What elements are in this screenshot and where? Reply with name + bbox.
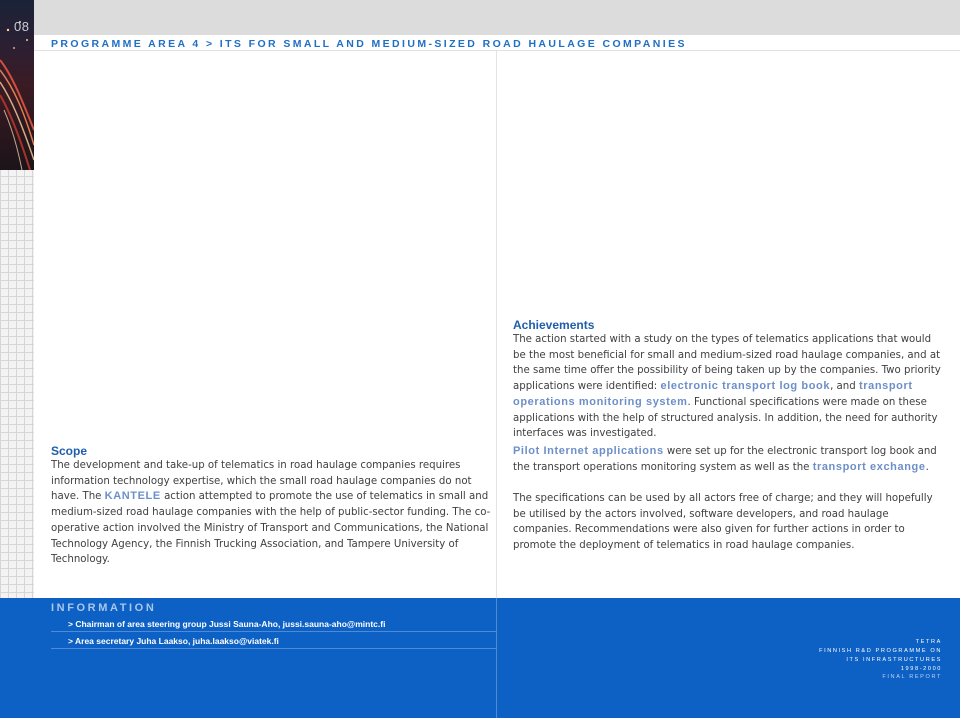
- column-divider: [496, 51, 497, 598]
- scope-text-part1: The development and take-up of telematics in road haulage companies requires information technology expertise, which the small road haulage companies do not have. The: [51, 460, 472, 503]
- footer-rule: [51, 631, 496, 632]
- transport-exchange-highlight: transport exchange: [812, 460, 926, 473]
- log-book-highlight: electronic transport log book: [660, 380, 831, 393]
- information-title: INFORMATION: [51, 602, 157, 614]
- pilot-text-part2: .: [925, 461, 929, 473]
- pilot-text-part1: were set up for the electronic transport log book and the transport operations monitoring system as well as the: [513, 446, 937, 473]
- pilot-text: [513, 444, 945, 475]
- scope-text: [51, 458, 491, 568]
- scope-section: [51, 444, 491, 568]
- brand-line: ITS INFRASTRUCTURES: [846, 657, 942, 663]
- achievements-text-part3: . Functional specifications were made on these applications with the help of structured analysis. In addition, the need for authority interfaces was investigated.: [513, 396, 938, 440]
- pilot-section: [513, 444, 945, 475]
- achievements-text-part2: , and: [830, 381, 859, 393]
- brand-line: 1998-2000: [900, 666, 942, 672]
- brand-line: FINNISH R&D PROGRAMME ON: [819, 648, 942, 654]
- pilot-highlight: Pilot Internet applications: [513, 445, 664, 457]
- scope-text-part2: action attempted to promote the use of telematics in small and medium-sized road haulage companies with the help of public-sector funding. The co-operative action involved the Ministry of Transport and Communications, the National Technology Agency, the Finnish Trucking Association, and Tampere University of Technology.: [51, 491, 491, 566]
- page-number: 08: [14, 19, 30, 34]
- header-divider: [34, 50, 960, 51]
- achievements-text: [513, 332, 945, 442]
- specifications-text: The specifications can be used by all actors free of charge; and they will hopefully be utilised by the actors involved, software developers, and road haulage companies. Recommendations were also given for further actions in order to promote the deployment of telematics in road haulage companies.: [513, 493, 933, 552]
- left-grid-strip: [0, 0, 34, 600]
- kantele-highlight: KANTELE: [104, 490, 161, 503]
- information-footer: [0, 598, 960, 718]
- footer-rule: [51, 648, 496, 649]
- page-title: PROGRAMME AREA 4 > ITS FOR SMALL AND MEDIUM-SIZED ROAD HAULAGE COMPANIES: [51, 38, 687, 50]
- chairman-contact: > Chairman of area steering group Jussi Sauna-Aho, jussi.sauna-aho@mintc.fi: [68, 619, 386, 629]
- final-report-label: FINAL REPORT: [882, 674, 942, 680]
- footer-divider: [496, 598, 497, 718]
- brand-line: TETRA: [915, 639, 942, 645]
- achievements-section: [513, 318, 945, 442]
- top-band: [34, 0, 960, 35]
- achievements-text-part1: The action started with a study on the types of telematics applications that would be the most beneficial for small and medium-sized road haulage companies, and at the same time offer the possibility of being taken up by the companies. Two priority applications were identified:: [513, 334, 941, 393]
- monitoring-highlight: transport operations monitoring system: [513, 380, 913, 408]
- achievements-heading: Achievements: [513, 318, 595, 332]
- specifications-section: [513, 491, 945, 554]
- secretary-contact: > Area secretary Juha Laakso, juha.laakso@viatek.fi: [68, 636, 279, 646]
- programme-brand: [819, 638, 942, 674]
- scope-heading: Scope: [51, 444, 88, 458]
